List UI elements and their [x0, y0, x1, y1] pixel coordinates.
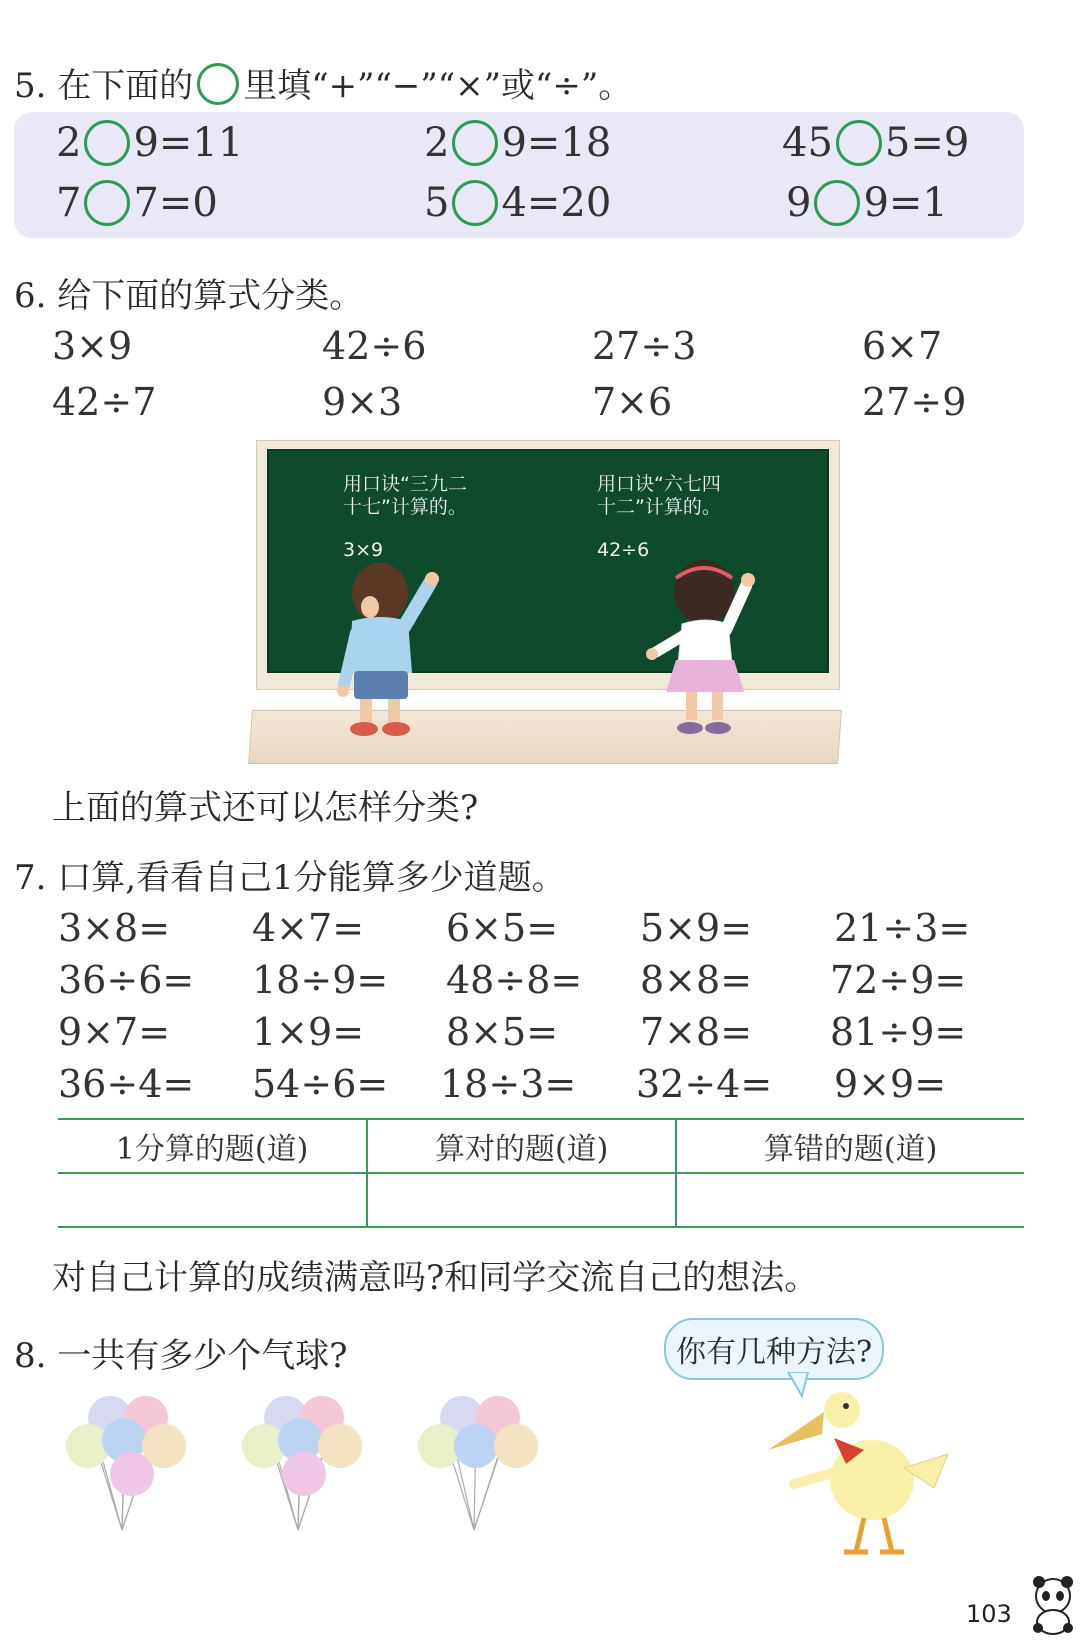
girl-illustration — [646, 552, 756, 742]
q7-expression: 5×9= — [640, 906, 753, 950]
q5-title-pre: 5. 在下面的 — [14, 66, 194, 106]
eq-right: 4=20 — [501, 180, 612, 226]
eq-right: 7=0 — [133, 180, 218, 226]
q6-title: 6. 给下面的算式分类。 — [14, 276, 364, 316]
circle-icon — [197, 63, 239, 105]
q7-title: 7. 口算,看看自己1分能算多少道题。 — [14, 858, 566, 898]
eq-right: 9=11 — [133, 120, 244, 166]
eq-left: 7 — [56, 180, 82, 226]
q6-expression: 42÷7 — [52, 380, 157, 424]
q7-expression: 48÷8= — [446, 958, 583, 1002]
q7-expression: 81÷9= — [830, 1010, 967, 1054]
q7-expression: 8×5= — [446, 1010, 559, 1054]
q7-expression: 3×8= — [58, 906, 171, 950]
q7-expression: 8×8= — [640, 958, 753, 1002]
q6-expression: 7×6 — [592, 380, 673, 424]
eq-left: 45 — [782, 120, 833, 166]
q7-expression: 36÷4= — [58, 1062, 195, 1106]
eq-left: 9 — [786, 180, 812, 226]
q7-expression: 1×9= — [252, 1010, 365, 1054]
q5-equation — [424, 180, 611, 226]
balloon-bunch — [240, 1390, 370, 1535]
correct-count-cell[interactable] — [367, 1173, 676, 1227]
operator-blank-circle[interactable] — [814, 180, 860, 226]
q7-expression: 4×7= — [252, 906, 365, 950]
board-expr-left: 3×9 — [343, 539, 384, 561]
table-header-correct: 算对的题(道) — [367, 1119, 676, 1173]
boy-illustration — [330, 555, 440, 740]
q7-expression: 32÷4= — [636, 1062, 773, 1106]
q6-expression: 3×9 — [52, 324, 133, 368]
balloon-bunch — [64, 1390, 194, 1535]
q6-expression: 6×7 — [862, 324, 943, 368]
table-header-row — [58, 1119, 1024, 1173]
board-expr-right: 42÷6 — [597, 539, 650, 561]
q5-equation — [782, 120, 969, 166]
q7-score-table — [58, 1118, 1024, 1228]
table-row — [58, 1173, 1024, 1227]
eq-left: 2 — [424, 120, 450, 166]
q7-expression: 9×9= — [834, 1062, 947, 1106]
q5-equation — [56, 180, 218, 226]
panda-icon — [1026, 1574, 1080, 1636]
q6-followup: 上面的算式还可以怎样分类? — [52, 788, 479, 828]
table-header-attempted: 1分算的题(道) — [58, 1119, 367, 1173]
eq-right: 9=1 — [863, 180, 948, 226]
operator-blank-circle[interactable] — [452, 180, 498, 226]
board-note-right: 用口诀“六七四 十二”计算的。 — [597, 473, 721, 518]
wrong-count-cell[interactable] — [676, 1173, 1024, 1227]
q5-title-post: 里填“+”“−”“×”或“÷”。 — [243, 66, 633, 106]
eq-right: 5=9 — [884, 120, 970, 166]
q7-expression: 7×8= — [640, 1010, 753, 1054]
q6-expression: 9×3 — [322, 380, 403, 424]
eq-left: 5 — [424, 180, 450, 226]
pelican-illustration — [764, 1388, 954, 1558]
operator-blank-circle[interactable] — [84, 120, 130, 166]
page-number: 103 — [966, 1600, 1012, 1628]
eq-right: 9=18 — [501, 120, 612, 166]
q5-equation — [786, 180, 948, 226]
q5-equation — [424, 120, 611, 166]
operator-blank-circle[interactable] — [452, 120, 498, 166]
board-note-left: 用口诀“三九二 十七”计算的。 — [343, 473, 467, 518]
q6-expression: 27÷3 — [592, 324, 697, 368]
q6-expression: 27÷9 — [862, 380, 967, 424]
q5-title — [14, 58, 632, 107]
table-header-wrong: 算错的题(道) — [676, 1119, 1024, 1173]
q7-expression: 54÷6= — [252, 1062, 389, 1106]
q7-followup: 对自己计算的成绩满意吗?和同学交流自己的想法。 — [52, 1258, 819, 1298]
q7-expression: 36÷6= — [58, 958, 195, 1002]
q7-expression: 18÷3= — [440, 1062, 577, 1106]
q7-expression: 6×5= — [446, 906, 559, 950]
q5-equation — [56, 120, 243, 166]
speech-bubble: 你有几种方法? — [664, 1318, 884, 1380]
operator-blank-circle[interactable] — [84, 180, 130, 226]
operator-blank-circle[interactable] — [836, 120, 882, 166]
eq-left: 2 — [56, 120, 82, 166]
q7-expression: 18÷9= — [252, 958, 389, 1002]
q8-title: 8. 一共有多少个气球? — [14, 1336, 348, 1376]
q7-expression: 72÷9= — [830, 958, 967, 1002]
balloon-bunch — [416, 1390, 546, 1535]
q7-expression: 9×7= — [58, 1010, 171, 1054]
attempted-count-cell[interactable] — [58, 1173, 367, 1227]
q7-expression: 21÷3= — [834, 906, 971, 950]
q6-expression: 42÷6 — [322, 324, 427, 368]
